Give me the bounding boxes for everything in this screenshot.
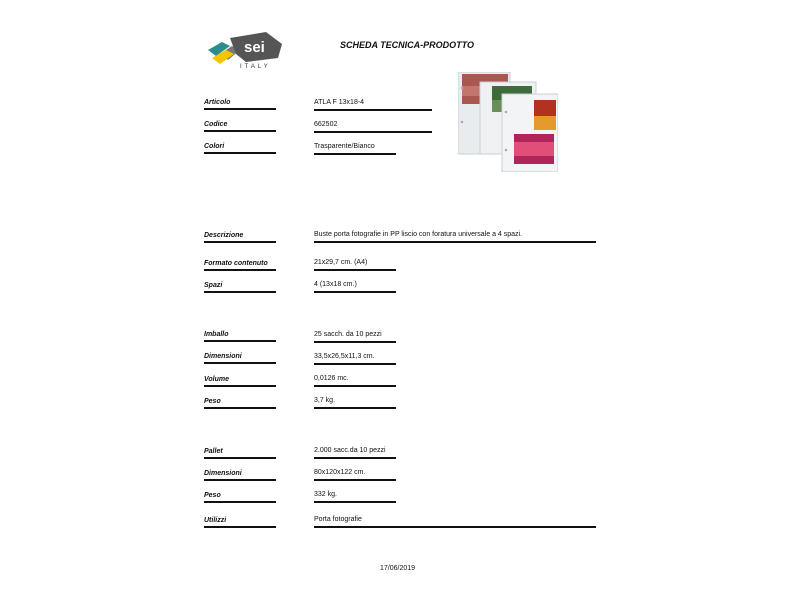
colori-value: Trasparente/Bianco (314, 143, 396, 155)
codice-label: Codice (204, 121, 276, 132)
volume-label: Volume (204, 376, 276, 387)
descrizione-label: Descrizione (204, 232, 276, 243)
dimensioni-value: 33,5x26,5x11,3 cm. (314, 353, 396, 365)
imballo-label: Imballo (204, 331, 276, 342)
pallet-peso-value: 332 kg. (314, 491, 396, 503)
pallet-dimensioni-value: 80x120x122 cm. (314, 469, 396, 481)
pallet-peso-label: Peso (204, 492, 276, 503)
peso-label: Peso (204, 398, 276, 409)
formato-value: 21x29,7 cm. (A4) (314, 259, 396, 271)
pallet-dimensioni-label: Dimensioni (204, 470, 276, 481)
descrizione-value: Buste porta fotografie in PP liscio con foratura universale a 4 spazi. (314, 231, 596, 243)
volume-value: 0,0126 mc. (314, 375, 396, 387)
codice-value: 662502 (314, 121, 432, 133)
pallet-value: 2.000 sacc.da 10 pezzi (314, 447, 396, 459)
peso-value: 3,7 kg. (314, 397, 396, 409)
document-title: SCHEDA TECNICA-PRODOTTO (340, 40, 475, 50)
utilizzi-label: Utilizzi (204, 517, 276, 528)
articolo-value: ATLA F 13x18-4 (314, 99, 432, 111)
pallet-label: Pallet (204, 448, 276, 459)
formato-label: Formato contenuto (204, 260, 276, 271)
footer-date: 17/06/2019 (380, 565, 416, 572)
articolo-label: Articolo (204, 99, 276, 110)
spazi-label: Spazi (204, 282, 276, 293)
logo-subtext: ITALY (240, 64, 271, 70)
imballo-value: 25 sacch. da 10 pezzi (314, 331, 396, 343)
logo-text: sei (244, 39, 265, 56)
spazi-value: 4 (13x18 cm.) (314, 281, 396, 293)
utilizzi-value: Porta fotografie (314, 516, 596, 528)
photo-sleeves-icon (458, 72, 558, 172)
dimensioni-label: Dimensioni (204, 353, 276, 364)
colori-label: Colori (204, 143, 276, 154)
